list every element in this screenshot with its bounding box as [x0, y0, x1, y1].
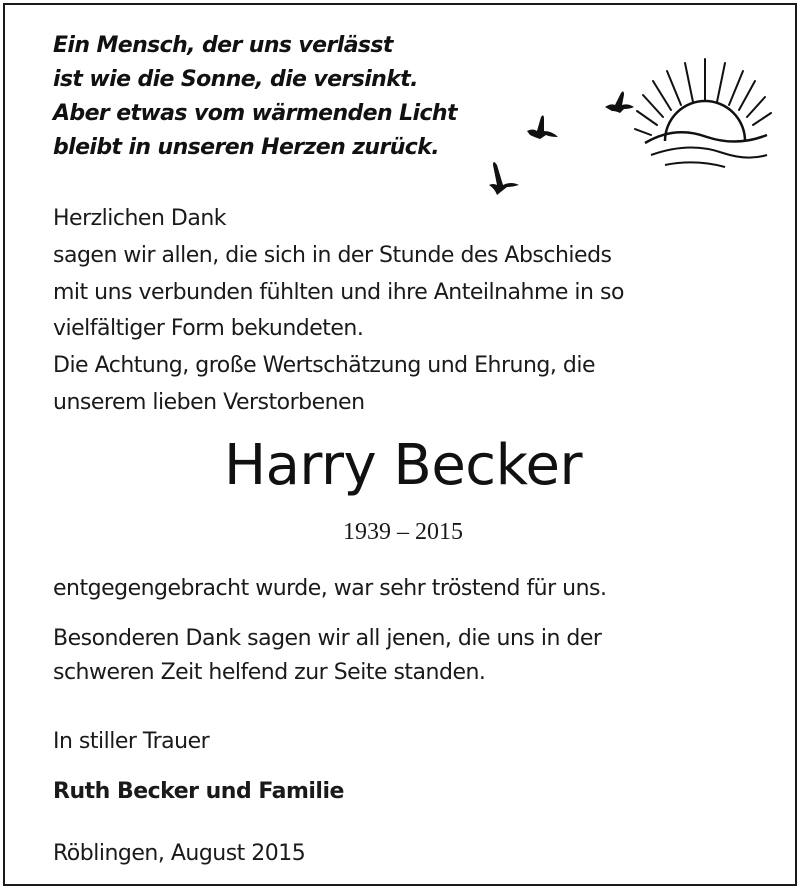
text-line: sagen wir allen, die sich in der Stunde des Abschieds — [53, 242, 612, 268]
text-line: mit uns verbunden fühlten und ihre Anteilnahme in so — [53, 279, 624, 305]
mourning-line: In stiller Trauer — [53, 729, 210, 754]
text-line: schweren Zeit helfend zur Seite standen. — [53, 660, 486, 685]
poem-line: Ein Mensch, der uns verlässt — [53, 33, 393, 58]
poem-line: ist wie die Sonne, die versinkt. — [53, 67, 418, 92]
continuation-text: entgegengebracht wurde, war sehr tröstend für uns. — [53, 576, 607, 601]
special-thanks-paragraph — [53, 622, 773, 690]
place-date: Röblingen, August 2015 — [53, 841, 306, 866]
poem-line: Aber etwas vom wärmenden Licht — [53, 101, 457, 126]
text-line: vielfältiger Form bekundeten. — [53, 316, 364, 342]
memorial-poem — [53, 29, 493, 165]
sun-rays — [635, 59, 771, 135]
text-line: Herzlichen Dank — [53, 206, 227, 231]
text-line: Die Achtung, große Wertschätzung und Ehrung, die — [53, 353, 595, 379]
life-dates: 1939 – 2015 — [343, 519, 463, 545]
bird-icon — [605, 91, 634, 113]
text-line: Besonderen Dank sagen wir all jenen, die uns in der — [53, 626, 602, 651]
hill — [665, 162, 725, 167]
family-signature: Ruth Becker und Familie — [53, 779, 344, 804]
bird-icon — [489, 162, 519, 195]
hill — [651, 147, 767, 157]
hill — [645, 132, 767, 143]
sunset-with-flying-birds-icon — [475, 43, 775, 203]
bird-icon — [527, 115, 558, 139]
deceased-name: Harry Becker — [224, 433, 582, 498]
thanks-paragraph — [53, 201, 773, 422]
text-line: unserem lieben Verstorbenen — [53, 389, 365, 415]
obituary-card — [3, 3, 797, 886]
poem-line: bleibt in unseren Herzen zurück. — [53, 135, 440, 160]
